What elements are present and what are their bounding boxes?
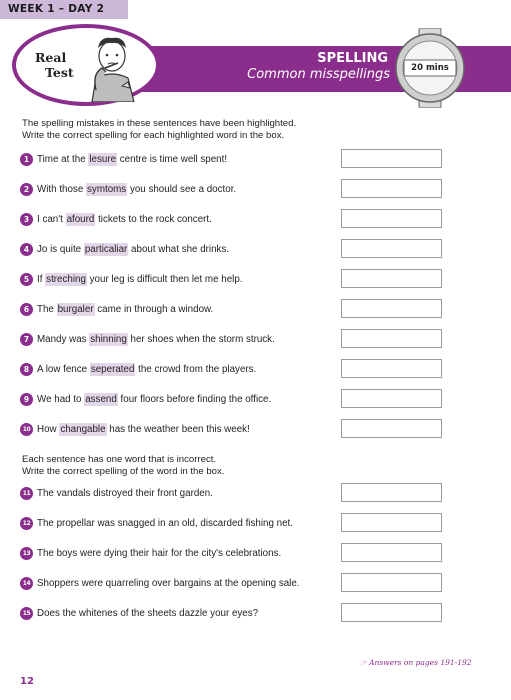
answer-box-7[interactable] — [341, 329, 442, 348]
answer-box-14[interactable] — [341, 573, 442, 592]
text-before: If — [37, 273, 46, 285]
highlighted-word: particaliar — [84, 243, 128, 255]
answer-box-11[interactable] — [341, 483, 442, 502]
text-after: came in through a window. — [94, 303, 214, 315]
answer-box-13[interactable] — [341, 543, 442, 562]
answer-box-6[interactable] — [341, 299, 442, 318]
question-text — [37, 214, 212, 225]
timer-label: 20 mins — [411, 63, 449, 73]
text-after: the crowd from the players. — [135, 363, 257, 375]
answer-box-5[interactable] — [341, 269, 442, 288]
question-text: The vandals distroyed their front garden. — [37, 487, 213, 499]
answer-box-10[interactable] — [341, 419, 442, 438]
page-number: 12 — [20, 676, 34, 687]
question-text — [37, 424, 250, 435]
answer-box-2[interactable] — [341, 179, 442, 198]
question-number: 14 — [20, 577, 33, 590]
section1-instruction-line-1: The spelling mistakes in these sentences have been highlighted. — [22, 118, 297, 129]
question-12 — [20, 514, 293, 532]
question-10 — [20, 420, 250, 438]
question-number: 5 — [20, 273, 33, 286]
question-14 — [20, 574, 300, 592]
highlighted-word: afourd — [66, 213, 95, 225]
highlighted-word: changable — [60, 423, 106, 435]
question-number: 11 — [20, 487, 33, 500]
question-number: 12 — [20, 517, 33, 530]
answer-box-9[interactable] — [341, 389, 442, 408]
question-number: 13 — [20, 547, 33, 560]
question-11 — [20, 484, 213, 502]
question-text: The boys were dying their hair for the city's celebrations. — [37, 547, 282, 559]
answers-reference: ☞ Answers on pages 191-192 — [360, 658, 472, 667]
text-before: Mandy was — [37, 333, 90, 345]
question-number: 9 — [20, 393, 33, 406]
question-text — [37, 334, 275, 345]
text-before: The — [37, 303, 57, 315]
question-9 — [20, 390, 271, 408]
question-2 — [20, 180, 236, 198]
text-after: your leg is difficult then let me help. — [86, 273, 243, 285]
question-number: 6 — [20, 303, 33, 316]
highlighted-word: streching — [46, 273, 86, 285]
section1-instructions — [22, 118, 296, 142]
section2-instruction-line-2: Write the correct spelling of the word in the box. — [22, 466, 225, 477]
question-4 — [20, 240, 229, 258]
question-number: 2 — [20, 183, 33, 196]
highlighted-word: symtoms — [87, 183, 127, 195]
question-number: 1 — [20, 153, 33, 166]
highlighted-word: seperated — [90, 363, 135, 375]
week-day-tab: WEEK 1 – DAY 2 — [0, 0, 128, 19]
question-text — [37, 364, 256, 375]
answer-box-3[interactable] — [341, 209, 442, 228]
text-after: you should see a doctor. — [127, 183, 237, 195]
question-text — [37, 154, 227, 165]
question-8 — [20, 360, 256, 378]
question-number: 3 — [20, 213, 33, 226]
question-text: Shoppers were quarreling over bargains at the opening sale. — [37, 577, 300, 589]
question-13 — [20, 544, 281, 562]
text-before: How — [37, 423, 60, 435]
question-3 — [20, 210, 212, 228]
highlighted-word: shinning — [90, 333, 127, 345]
text-before: Jo is quite — [37, 243, 84, 255]
answer-box-1[interactable] — [341, 149, 442, 168]
highlighted-word: burgaler — [57, 303, 94, 315]
question-text: The propellar was snagged in an old, discarded fishing net. — [37, 517, 293, 529]
section1-instruction-line-2: Write the correct spelling for each highlighted word in the box. — [22, 130, 285, 141]
question-number: 8 — [20, 363, 33, 376]
question-text — [37, 274, 243, 285]
highlighted-word: lesure — [89, 153, 117, 165]
section2-instruction-line-1: Each sentence has one word that is incorrect. — [22, 454, 217, 465]
answer-box-8[interactable] — [341, 359, 442, 378]
question-number: 7 — [20, 333, 33, 346]
text-after: about what she drinks. — [128, 243, 230, 255]
text-after: tickets to the rock concert. — [95, 213, 212, 225]
text-after: four floors before finding the office. — [117, 393, 272, 405]
text-before: A low fence — [37, 363, 90, 375]
question-text — [37, 304, 213, 315]
page-title: SPELLING — [317, 51, 388, 66]
text-after: centre is time well spent! — [117, 153, 228, 165]
real-test-text — [35, 50, 74, 80]
thinking-man-icon — [78, 30, 146, 102]
question-1 — [20, 150, 227, 168]
logo-line-2: Test — [45, 65, 74, 80]
text-after: has the weather been this week! — [106, 423, 250, 435]
answer-box-15[interactable] — [341, 603, 442, 622]
answers-text: Answers on pages 191-192 — [369, 658, 472, 667]
question-text: Does the whitenes of the sheets dazzle your eyes? — [37, 607, 259, 619]
question-15 — [20, 604, 258, 622]
section2-instructions — [22, 454, 224, 478]
highlighted-word: assend — [85, 393, 117, 405]
page-subtitle: Common misspellings — [247, 67, 390, 82]
question-number: 15 — [20, 607, 33, 620]
question-text — [37, 184, 236, 195]
question-6 — [20, 300, 213, 318]
text-before: With those — [37, 183, 87, 195]
question-text — [37, 244, 229, 255]
question-5 — [20, 270, 243, 288]
question-text — [37, 394, 271, 405]
text-after: her shoes when the storm struck. — [127, 333, 275, 345]
question-number: 4 — [20, 243, 33, 256]
text-before: I can't — [37, 213, 66, 225]
text-before: We had to — [37, 393, 85, 405]
question-number: 10 — [20, 423, 33, 436]
answer-box-4[interactable] — [341, 239, 442, 258]
logo-line-1: Real — [35, 50, 67, 65]
text-before: Time at the — [37, 153, 89, 165]
question-7 — [20, 330, 275, 348]
answer-box-12[interactable] — [341, 513, 442, 532]
